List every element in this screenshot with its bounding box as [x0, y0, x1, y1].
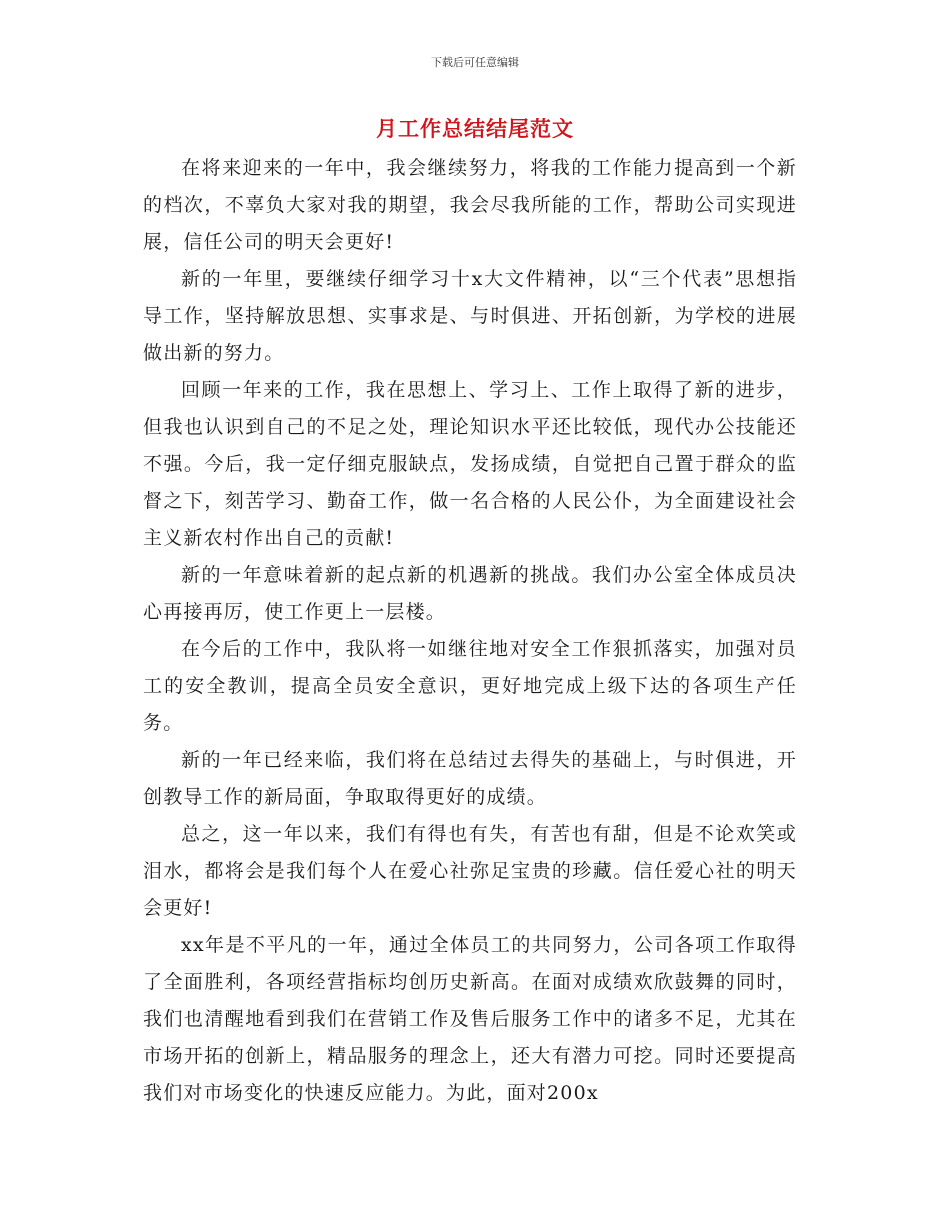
header-note: 下载后可任意编辑 [431, 56, 519, 69]
paragraph-4: 新的一年意味着新的起点新的机遇新的挑战。我们办公室全体成员决心再接再厉，使工作更上一层楼。 [143, 564, 797, 623]
paragraph-8: xx年是不平凡的一年，通过全体员工的共同努力，公司各项工作取得了全面胜利，各项经营指标均创历史新高。在面对成绩欢欣鼓舞的同时，我们也清醒地看到我们在营销工作及售后服务工作中的诸多不足，尤其在市场开拓的创新上，精品服务的理念上，还大有潜力可挖。同时还要提高我们对市场变化的快速反应能力。为此，面对200x [143, 934, 797, 1104]
paragraph-2: 新的一年里，要继续仔细学习十x大文件精神，以“三个代表”思想指导工作，坚持解放思想、实事求是、与时俱进、开拓创新，为学校的进展做出新的努力。 [143, 268, 797, 364]
paragraph-6: 新的一年已经来临，我们将在总结过去得失的基础上，与时俱进，开创教导工作的新局面，争取取得更好的成绩。 [143, 749, 797, 808]
paragraph-5: 在今后的工作中，我队将一如继往地对安全工作狠抓落实，加强对员工的安全教训，提高全员安全意识，更好地完成上级下达的各项生产任务。 [143, 638, 797, 734]
document-body [143, 150, 797, 1112]
paragraph-1: 在将来迎来的一年中，我会继续努力，将我的工作能力提高到一个新的档次，不辜负大家对我的期望，我会尽我所能的工作，帮助公司实现进展，信任公司的明天会更好! [143, 157, 797, 253]
document-title: 月工作总结结尾范文 [376, 117, 574, 141]
paragraph-7: 总之，这一年以来，我们有得也有失，有苦也有甜，但是不论欢笑或泪水，都将会是我们每个人在爱心社弥足宝贵的珍藏。信任爱心社的明天会更好! [143, 823, 797, 919]
paragraph-3: 回顾一年来的工作，我在思想上、学习上、工作上取得了新的进步，但我也认识到自己的不足之处，理论知识水平还比较低，现代办公技能还不强。今后，我一定仔细克服缺点，发扬成绩，自觉把自己置于群众的监督之下，刻苦学习、勤奋工作，做一名合格的人民公仆，为全面建设社会主义新农村作出自己的贡献! [143, 379, 797, 549]
